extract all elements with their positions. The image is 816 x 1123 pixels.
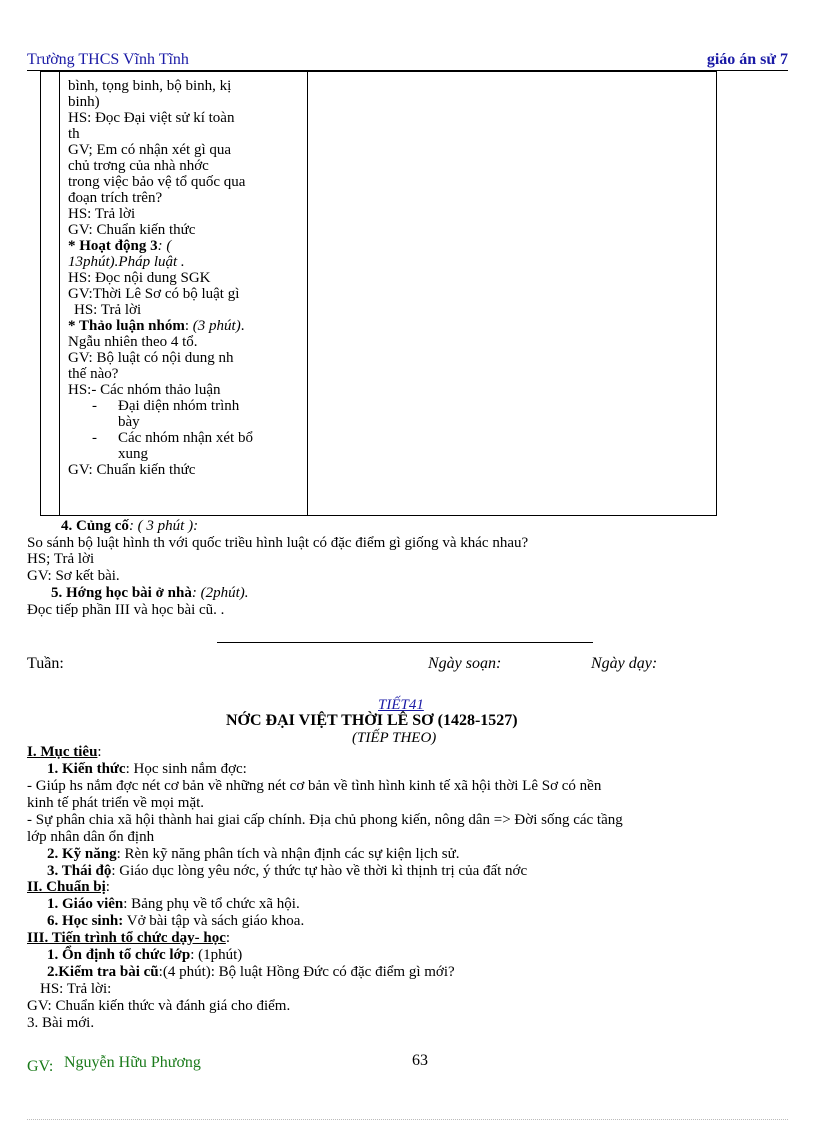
footer-rule — [27, 1119, 788, 1120]
lesson-number: TIẾT41 — [378, 697, 424, 713]
consolidate-time: : ( 3 phút ): — [128, 518, 199, 534]
step1-label: 1. Ổn định tổ chức lớp — [47, 947, 191, 963]
table-line: chủ trơng của nhà nhớc — [68, 158, 209, 174]
week-label: Tuần: — [27, 655, 64, 672]
knowledge-line: - Giúp hs nắm đợc nét cơ bản về những nét cơ bản về tình hình kinh tế xã hội thời Lê Sơ có nền — [27, 778, 602, 794]
group-time: (3 phút) — [192, 318, 241, 334]
step2-line — [47, 964, 455, 980]
attitude-label: 3. Thái độ — [47, 863, 112, 879]
step1-text: : (1phút) — [190, 947, 243, 963]
knowledge-heading — [47, 761, 247, 777]
table-line: thế nào? — [68, 366, 119, 382]
table-line: đoạn trích trên? — [68, 190, 163, 206]
student-prep-line — [47, 913, 304, 929]
table-line: Ngẫu nhiên theo 4 tổ. — [68, 334, 198, 350]
homework-label: 5. Hớng học bài ở nhà — [51, 585, 192, 601]
table-line: HS: Trả lời — [74, 302, 142, 318]
activity-3-label: * Hoạt động 3 — [68, 238, 158, 254]
sub-item — [68, 398, 293, 414]
step2-label: 2.Kiểm tra bài cũ — [47, 964, 159, 980]
page-number: 63 — [412, 1052, 428, 1069]
sub-item — [68, 430, 293, 446]
table-line: HS: Đọc nội dung SGK — [68, 270, 211, 286]
homework-heading — [51, 585, 248, 601]
table-line: GV:Thời Lê Sơ có bộ luật gì — [68, 286, 240, 302]
consolidate-label: 4. Củng cố — [61, 518, 129, 534]
sub-item-dash: - — [92, 430, 97, 446]
section-prep-heading — [27, 879, 110, 895]
sub-item-dash: - — [92, 398, 97, 414]
table-line: binh) — [68, 94, 100, 110]
teach-date-label: Ngày dạy: — [591, 655, 658, 672]
table-line: bình, tọng binh, bộ binh, kị — [68, 78, 232, 94]
table-col-divider-2 — [307, 72, 308, 515]
sub-item-text: Các nhóm nhận xét bổ — [118, 430, 253, 446]
lesson-continued: (TIẾP THEO) — [352, 730, 437, 746]
sub-item-text: Đại diện nhóm trình — [118, 398, 240, 414]
section-process-label: III. Tiến trình tổ chức dạy- học — [27, 930, 226, 946]
consolidate-text: HS; Trả lời — [27, 551, 95, 567]
attitude-text: : Giáo dục lòng yêu nớc, ý thức tự hào về thời kì thịnh trị của đất nớc — [111, 863, 528, 879]
homework-time: : (2phút). — [191, 585, 249, 601]
attitude-line — [47, 863, 527, 879]
section-objectives-heading — [27, 744, 102, 760]
step1-line — [47, 947, 242, 963]
colon: : — [225, 930, 231, 946]
colon: : — [105, 879, 110, 895]
table-line: GV: Chuẩn kiến thức — [68, 462, 196, 478]
step2-text-line: 3. Bài mới. — [27, 1015, 95, 1031]
skill-label: 2. Kỹ năng — [47, 846, 117, 862]
table-activity-cell — [68, 78, 293, 478]
activity-3-time — [68, 254, 293, 270]
section-prep-label: II. Chuẩn bị — [27, 879, 106, 895]
colon: : — [97, 744, 102, 760]
group-colon: : — [184, 318, 190, 334]
teacher-prep-line — [47, 896, 300, 912]
consolidate-text: GV: Sơ kết bài. — [27, 568, 120, 584]
lesson-table — [40, 71, 717, 516]
table-line: GV; Em có nhận xét gì qua — [68, 142, 232, 158]
student-prep-label: 6. Học sinh: — [47, 913, 124, 929]
group-dot: . — [240, 318, 245, 334]
table-col-divider-1 — [59, 72, 60, 515]
sub-item-cont: xung — [118, 446, 148, 462]
step2-text-line: GV: Chuẩn kiến thức và đánh giá cho điểm. — [27, 998, 291, 1014]
knowledge-text: : Học sinh nắm đợc: — [125, 761, 247, 777]
consolidate-text: So sánh bộ luật hình th với quốc triều hình luật có đặc điểm gì giống và khác nhau? — [27, 535, 529, 551]
consolidate-heading — [61, 518, 198, 534]
knowledge-line: - Sự phân chia xã hội thành hai giai cấp chính. Địa chủ phong kiến, nông dân => Đời sống các tầng — [27, 812, 623, 828]
header-school: Trường THCS Vĩnh Tĩnh — [27, 51, 189, 68]
student-prep-text: Vở bài tập và sách giáo khoa. — [123, 913, 305, 929]
table-line: HS:- Các nhóm thảo luận — [68, 382, 221, 398]
knowledge-label: 1. Kiến thức — [47, 761, 126, 777]
section-separator — [217, 642, 593, 643]
sub-item-cont: bày — [118, 414, 140, 430]
activity-3-heading — [68, 238, 293, 254]
group-label: * Thảo luận nhóm — [68, 318, 185, 334]
table-line: GV: Chuẩn kiến thức — [68, 222, 196, 238]
table-line: GV: Bộ luật có nội dung nh — [68, 350, 234, 366]
teacher-prep-text: : Bảng phụ về tổ chức xã hội. — [123, 896, 300, 912]
activity-3-law: 13phút).Pháp luật . — [68, 254, 185, 270]
table-line: trong việc bảo vệ tổ quốc qua — [68, 174, 246, 190]
homework-text: Đọc tiếp phần III và học bài cũ. . — [27, 602, 225, 618]
group-discussion-heading — [68, 318, 293, 334]
knowledge-line: lớp nhân dân ổn định — [27, 829, 155, 845]
knowledge-line: kinh tế phát triển về mọi mặt. — [27, 795, 205, 811]
table-line: th — [68, 126, 80, 142]
section-objectives-label: I. Mục tiêu — [27, 744, 98, 760]
step2-text: :(4 phút): Bộ luật Hồng Đức có đặc điểm gì mới? — [158, 964, 455, 980]
lesson-title: NỚC ĐẠI VIỆT THỜI LÊ SƠ (1428-1527) — [226, 712, 518, 729]
activity-3-paren: : ( — [157, 238, 172, 254]
step2-text-line: HS: Trả lời: — [40, 981, 112, 997]
section-process-heading — [27, 930, 230, 946]
skill-line — [47, 846, 459, 862]
header-subject: giáo án sử 7 — [706, 51, 788, 68]
table-line: HS: Trả lời — [68, 206, 136, 222]
skill-text: : Rèn kỹ năng phân tích và nhận định các sự kiện lịch sử. — [116, 846, 460, 862]
teacher-prep-label: 1. Giáo viên — [47, 896, 124, 912]
table-line: HS: Đọc Đại việt sử kí toàn — [68, 110, 235, 126]
footer-gv: GV: — [27, 1058, 54, 1075]
prep-date-label: Ngày soạn: — [428, 655, 502, 672]
footer-teacher-name: Nguyễn Hữu Phương — [64, 1054, 201, 1071]
